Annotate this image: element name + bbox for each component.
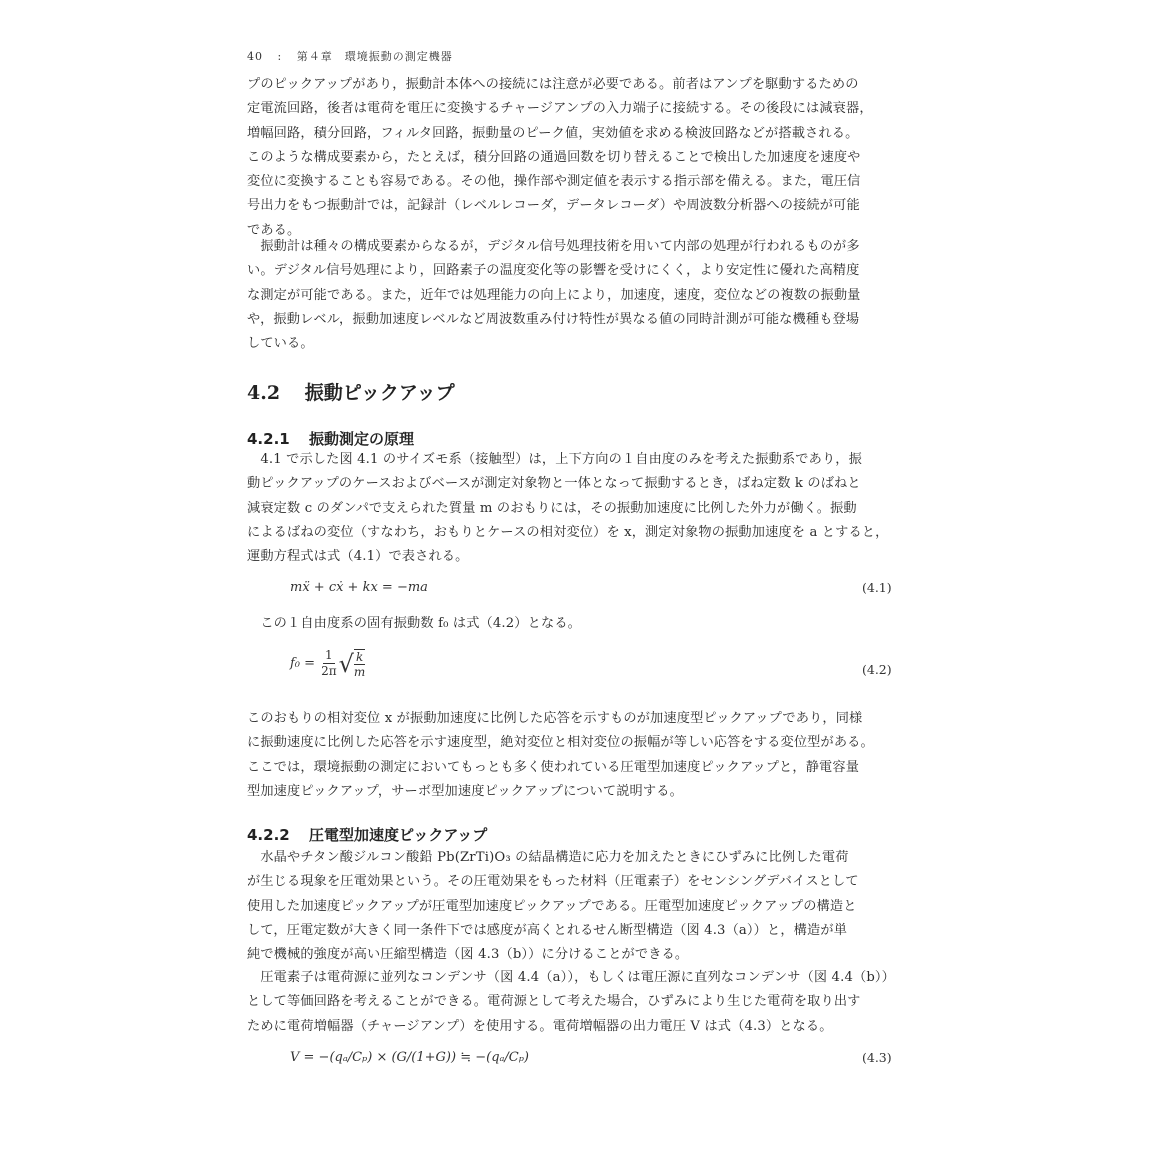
text-line: い。デジタル信号処理により，回路素子の温度変化等の影響を受けにくく，より安定性に優れた高精度 — [247, 263, 860, 279]
subsection-number: 4.2.2 — [247, 826, 290, 844]
subsection-title-text: 圧電型加速度ピックアップ — [308, 826, 488, 844]
text-line: 変位に変換することも容易である。その他，操作部や測定値を表示する指示部を備える。また，電圧信 — [247, 174, 861, 190]
text-line: によるばねの変位（すなわち，おもりとケースの相対変位）を x，測定対象物の振動加速度を a とすると， — [247, 524, 889, 540]
header-separator: : — [277, 50, 283, 63]
text-line: 型加速度ピックアップ，サーボ型加速度ピックアップについて説明する。 — [247, 783, 683, 799]
subsection-heading — [247, 428, 414, 449]
text-line: 動ピックアップのケースおよびベースが測定対象物と一体となって振動するとき，ばね定数 k のばねと — [247, 476, 861, 492]
text-line: している。 — [247, 336, 314, 352]
page-number: 40 — [247, 50, 263, 63]
equation-number: (4.1) — [862, 580, 892, 595]
piezo-paragraph — [247, 846, 911, 967]
text-line: このおもりの相対変位 x が振動加速度に比例した応答を示すものが加速度型ピックアップであり，同様 — [247, 711, 863, 726]
equation-lhs: f₀ = — [290, 656, 316, 671]
principle-paragraph — [247, 448, 911, 569]
circuit-paragraph — [247, 966, 911, 1039]
text-line: 水晶やチタン酸ジルコン酸鉛 Pb(ZrTi)O₃ の結晶構造に応力を加えたときにひずみに比例した電荷 — [247, 850, 849, 865]
section-number: 4.2 — [247, 382, 281, 404]
intro-paragraph — [247, 73, 911, 243]
text-line: して，圧電定数が大きく同一条件下では感度が高くとれるせん断型構造（図 4.3（a））と，構造が単 — [247, 922, 848, 938]
text-line: 4.1 で示した図 4.1 のサイズモ系（接触型）は，上下方向の１自由度のみを考えた振動系であり，振 — [247, 452, 862, 467]
text-line: 号出力をもつ振動計では，記録計（レベルレコーダ，データレコーダ）や周波数分析器への接続が可能 — [247, 198, 860, 214]
text-line: である。 — [247, 222, 301, 238]
equation-number: (4.2) — [862, 662, 892, 677]
equation-4-1: mẍ + cẋ + kx = −ma — [290, 580, 428, 595]
text-line: に振動速度に比例した応答を示す速度型，絶対変位と相対変位の振幅が等しい応答をする変位型がある。 — [247, 735, 874, 751]
equation-4-3: V = −(qₐ/Cₚ) × (G/(1+G)) ≒ −(qₐ/Cₚ) — [290, 1050, 529, 1065]
text-line: プのピックアップがあり，振動計本体への接続には注意が必要である。前者はアンプを駆動するための — [247, 77, 859, 92]
text-line: な測定が可能である。また，近年では処理能力の向上により，加速度，速度，変位などの複数の振動量 — [247, 287, 861, 303]
text-line: ここでは，環境振動の測定においてもっとも多く使われている圧電型加速度ピックアップと，静電容量 — [247, 759, 860, 775]
fraction-numerator: 1 — [325, 648, 333, 662]
equation-number: (4.3) — [862, 1050, 892, 1065]
subsection-heading — [247, 824, 487, 845]
square-root — [339, 649, 366, 679]
pickup-types-paragraph — [247, 707, 911, 804]
radicand-denominator: m — [353, 664, 366, 679]
text-line: や，振動レベル，振動加速度レベルなど周波数重み付け特性が異なる値の同時計測が可能な機種も登場 — [247, 311, 860, 327]
section-heading — [247, 378, 455, 405]
text-line: 減衰定数 c のダンパで支えられた質量 m のおもりには，その振動加速度に比例した外力が働く。振動 — [247, 500, 857, 516]
text-line: が生じる現象を圧電効果という。その圧電効果をもった材料（圧電素子）をセンシングデバイスとして — [247, 874, 859, 890]
subsection-number: 4.2.1 — [247, 430, 290, 448]
fraction — [321, 648, 337, 679]
running-header — [247, 48, 463, 64]
natural-frequency-line — [247, 612, 911, 636]
text-line: この１自由度系の固有振動数 f₀ は式（4.2）となる。 — [247, 616, 581, 631]
text-line: 定電流回路，後者は電荷を電圧に変換するチャージアンプの入力端子に接続する。その後段には減衰器， — [247, 101, 873, 117]
equation-4-2 — [290, 648, 365, 679]
chapter-title: 第４章 環境振動の測定機器 — [296, 50, 453, 63]
text-line: このような構成要素から，たとえば，積分回路の通過回数を切り替えることで検出した加速度を速度や — [247, 149, 861, 165]
text-line: 純で機械的強度が高い圧縮型構造（図 4.3（b））に分けることができる。 — [247, 947, 689, 963]
radicand — [354, 649, 365, 679]
radicand-numerator: k — [355, 649, 364, 664]
text-line: 使用した加速度ピックアップが圧電型加速度ピックアップである。圧電型加速度ピックアップの構造と — [247, 898, 857, 914]
fraction-denominator: 2π — [321, 664, 337, 678]
text-line: 増幅回路，積分回路，フィルタ回路，振動量のピーク値，実効値を求める検波回路などが搭載される。 — [247, 125, 859, 141]
radical-sign: √ — [338, 649, 354, 678]
text-line: 圧電素子は電荷源に並列なコンデンサ（図 4.4（a）），もしくは電圧源に直列なコンデンサ（図 4.4（b）） — [247, 970, 895, 985]
subsection-title-text: 振動測定の原理 — [308, 430, 414, 448]
text-line: 振動計は種々の構成要素からなるが，デジタル信号処理技術を用いて内部の処理が行われるものが多 — [247, 239, 860, 254]
section-title-text: 振動ピックアップ — [304, 382, 455, 404]
text-line: として等価回路を考えることができる。電荷源として考えた場合，ひずみにより生じた電荷を取り出す — [247, 994, 861, 1010]
second-paragraph — [247, 235, 911, 356]
text-line: ために電荷増幅器（チャージアンプ）を使用する。電荷増幅器の出力電圧 V は式（4.3）となる。 — [247, 1018, 833, 1034]
text-line: 運動方程式は式（4.1）で表される。 — [247, 549, 469, 565]
